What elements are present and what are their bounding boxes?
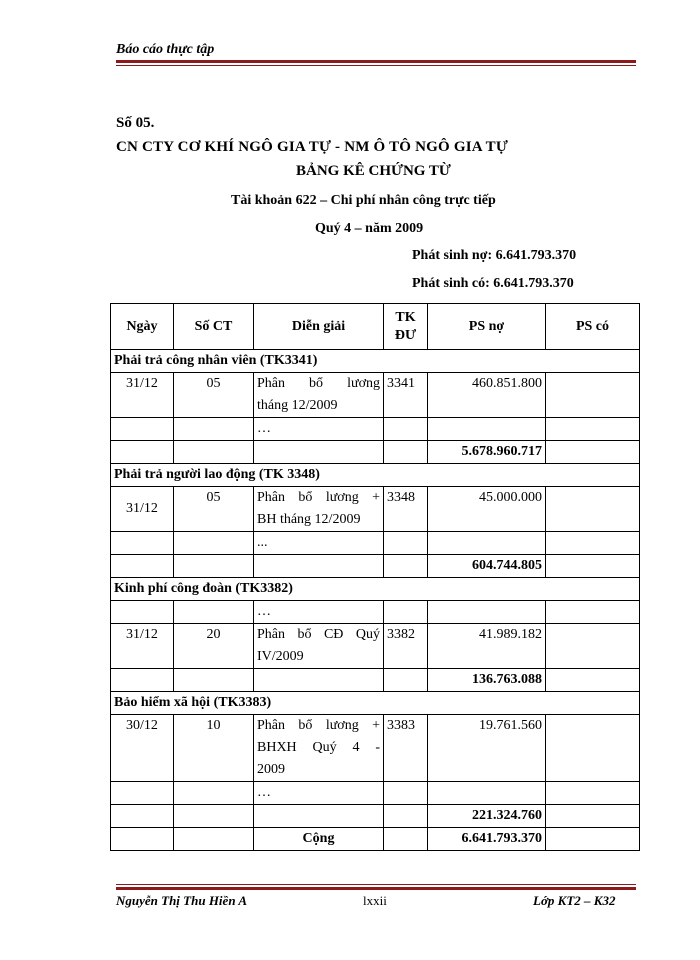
header-contra-account [384,304,428,350]
header-description: Diễn giải [254,304,384,350]
cell-doc-no: 05 [174,487,254,532]
desc-line: Phân bổ lương [257,376,380,391]
debit-total-line: Phát sinh nợ: 6.641.793.370 [412,248,577,263]
total-value: 6.641.793.370 [428,828,546,851]
section-row [111,464,640,487]
section-title: Kinh phí công đoàn (TK3382) [111,578,640,601]
subtotal-row [111,669,640,692]
cell-debit: 460.851.800 [428,373,546,418]
header-doc-no: Số CT [174,304,254,350]
header-rule-thick [116,60,636,63]
subtotal-value: 5.678.960.717 [428,441,546,464]
footer-page-number: lxxii [363,893,387,908]
cell-account: 3341 [384,373,428,418]
cell-description [254,715,384,782]
cell-credit [546,487,640,532]
total-row [111,828,640,851]
cell-debit: 19.761.560 [428,715,546,782]
cell-debit: 41.989.182 [428,624,546,669]
cell-date: 30/12 [111,715,174,782]
desc-line: Phân bổ lương + [257,718,380,733]
table-row [111,624,640,669]
desc-line: tháng 12/2009 [257,398,338,413]
table-row [111,601,640,624]
account-line: Tài khoản 622 – Chi phí nhân công trực tiếp [231,193,496,208]
document-number: Số 05. [116,115,155,131]
section-title: Phải trả người lao động (TK 3348) [111,464,640,487]
subtotal-row [111,805,640,828]
table-row [111,532,640,555]
cell-ellipsis: … [254,601,384,624]
table-row [111,373,640,418]
cell-credit [546,373,640,418]
cell-doc-no: 05 [174,373,254,418]
voucher-table [110,303,640,851]
cell-ellipsis: … [254,418,384,441]
header-date: Ngày [111,304,174,350]
header-debit: PS nợ [428,304,546,350]
header-rule-thin [116,65,636,66]
footer-class: Lớp KT2 – K32 [533,893,616,908]
subtotal-row [111,555,640,578]
total-label: Cộng [254,828,384,851]
table-header-row [111,304,640,350]
document-title: BẢNG KÊ CHỨNG TỪ [296,163,451,179]
period-line: Quý 4 – năm 2009 [315,221,424,236]
cell-doc-no: 10 [174,715,254,782]
section-row [111,692,640,715]
cell-debit: 45.000.000 [428,487,546,532]
footer-rule-thick [116,887,636,890]
desc-line: BHXH Quý 4 - [257,740,380,755]
section-row [111,350,640,373]
table-row [111,487,640,532]
section-title: Phải trả công nhân viên (TK3341) [111,350,640,373]
cell-account: 3383 [384,715,428,782]
desc-line: Phân bổ lương + [257,490,380,505]
header-acct-bottom: ĐƯ [394,327,417,343]
desc-line: IV/2009 [257,649,304,664]
cell-account: 3348 [384,487,428,532]
subtotal-value: 221.324.760 [428,805,546,828]
header-credit: PS có [546,304,640,350]
cell-date: 31/12 [111,487,174,532]
cell-description [254,624,384,669]
cell-ellipsis: … [254,782,384,805]
cell-date: 31/12 [111,373,174,418]
table-row [111,418,640,441]
cell-credit [546,624,640,669]
cell-doc-no: 20 [174,624,254,669]
cell-date: 31/12 [111,624,174,669]
cell-credit [546,715,640,782]
cell-account: 3382 [384,624,428,669]
desc-line: 2009 [257,762,285,777]
table-row [111,782,640,805]
subtotal-row [111,441,640,464]
credit-total-line: Phát sinh có: 6.641.793.370 [412,276,574,291]
desc-line: BH tháng 12/2009 [257,512,361,527]
footer-author: Nguyễn Thị Thu Hiền A [116,893,247,908]
cell-ellipsis: ... [254,532,384,555]
subtotal-value: 604.744.805 [428,555,546,578]
footer-rule-thin [116,884,636,885]
cell-description [254,487,384,532]
company-name: CN CTY CƠ KHÍ NGÔ GIA TỰ - NM Ô TÔ NGÔ GIA TỰ [116,139,508,155]
section-row [111,578,640,601]
header-acct-top: TK [395,309,416,325]
report-header-title: Báo cáo thực tập [116,42,215,57]
subtotal-value: 136.763.088 [428,669,546,692]
cell-description [254,373,384,418]
table-row [111,715,640,782]
section-title: Bảo hiểm xã hội (TK3383) [111,692,640,715]
desc-line: Phân bổ CĐ Quý [257,627,380,642]
